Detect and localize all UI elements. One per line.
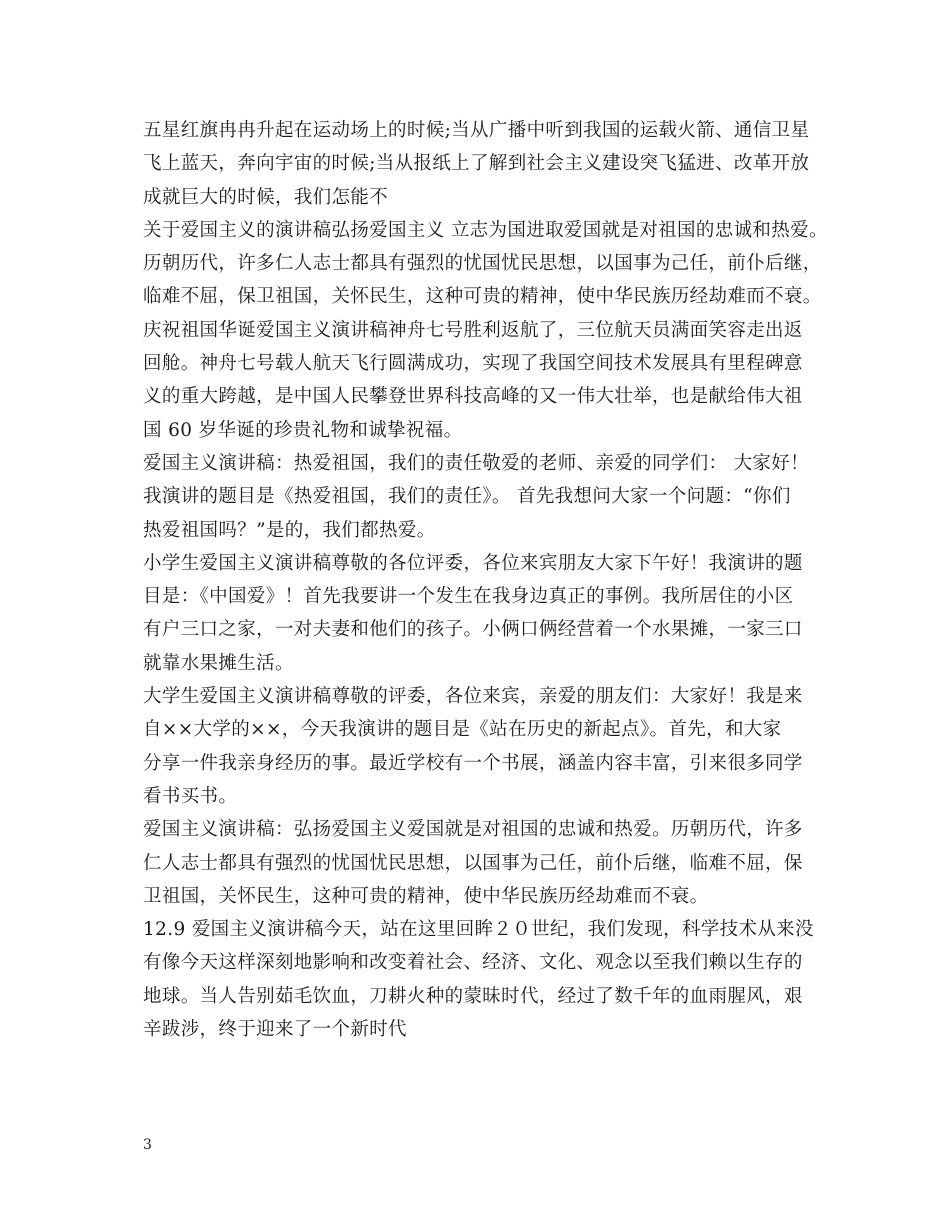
text-line: 就靠水果摊生活。 <box>143 652 294 674</box>
text-line: 我演讲的题目是《热爱祖国，我们的责任》。 首先我想问大家一个问题：“你们 <box>143 486 791 508</box>
text-line: 成就巨大的时候，我们怎能不 <box>143 186 389 208</box>
page-number: 3 <box>143 1137 152 1153</box>
text-line: 回舱。神舟七号载人航天飞行圆满成功，实现了我国空间技术发展具有里程碑意 <box>143 353 803 375</box>
text-line: 卫祖国，关怀民生，这种可贵的精神，使中华民族历经劫难而不衰。 <box>143 885 709 907</box>
text-line: 仁人志士都具有强烈的忧国忧民思想，以国事为己任，前仆后继，临难不屈，保 <box>143 852 803 874</box>
text-line: 大学生爱国主义演讲稿尊敬的评委，各位来宾，亲爱的朋友们：大家好！我是来 <box>143 686 803 708</box>
document-body <box>143 114 828 1046</box>
text-line: 飞上蓝天，奔向宇宙的时候;当从报纸上了解到社会主义建设突飞猛进、改革开放 <box>143 153 810 175</box>
text-line: 自××大学的××，今天我演讲的题目是《站在历史的新起点》。首先，和大家 <box>143 719 782 741</box>
text-line: 爱国主义演讲稿：弘扬爱国主义爱国就是对祖国的忠诚和热爱。历朝历代，许多 <box>143 819 803 841</box>
text-line: 分享一件我亲身经历的事。最近学校有一个书展，涵盖内容丰富，引来很多同学 <box>143 752 803 774</box>
text-line: 12.9 爱国主义演讲稿今天，站在这里回眸２０世纪，我们发现，科学技术从来没 <box>143 919 814 941</box>
text-line: 庆祝祖国华诞爱国主义演讲稿神舟七号胜利返航了，三位航天员满面笑容走出返 <box>143 319 803 341</box>
text-line: 爱国主义演讲稿：热爱祖国，我们的责任敬爱的老师、亲爱的同学们： 大家好！ <box>143 452 809 474</box>
text-line: 义的重大跨越，是中国人民攀登世界科技高峰的又一伟大壮举，也是献给伟大祖 <box>143 386 803 408</box>
text-line: 历朝历代，许多仁人志士都具有强烈的忧国忧民思想，以国事为己任，前仆后继， <box>143 253 822 275</box>
text-line: 小学生爱国主义演讲稿尊敬的各位评委，各位来宾朋友大家下午好！我演讲的题 <box>143 552 803 574</box>
text-line: 热爱祖国吗？”是的，我们都热爱。 <box>143 519 436 541</box>
text-line: 关于爱国主义的演讲稿弘扬爱国主义 立志为国进取爱国就是对祖国的忠诚和热爱。 <box>143 219 828 241</box>
text-line: 辛跋涉，终于迎来了一个新时代 <box>143 1019 407 1041</box>
text-line: 有像今天这样深刻地影响和改变着社会、经济、文化、观念以至我们赖以生存的 <box>143 952 803 974</box>
text-line: 目是：《中国爱》！首先我要讲一个发生在我身边真正的事例。我所居住的小区 <box>143 586 794 608</box>
text-line: 国 60 岁华诞的珍贵礼物和诚挚祝福。 <box>143 419 463 441</box>
text-line: 地球。当人告别茹毛饮血，刀耕火种的蒙昧时代，经过了数千年的血雨腥风，艰 <box>143 985 803 1007</box>
text-line: 有户三口之家，一对夫妻和他们的孩子。小俩口俩经营着一个水果摊，一家三口 <box>143 619 803 641</box>
text-line: 临难不屈，保卫祖国，关怀民生，这种可贵的精神，使中华民族历经劫难而不衰。 <box>143 286 822 308</box>
text-line: 五星红旗冉冉升起在运动场上的时候;当从广播中听到我国的运载火箭、通信卫星 <box>143 120 810 141</box>
text-line: 看书买书。 <box>143 785 238 807</box>
